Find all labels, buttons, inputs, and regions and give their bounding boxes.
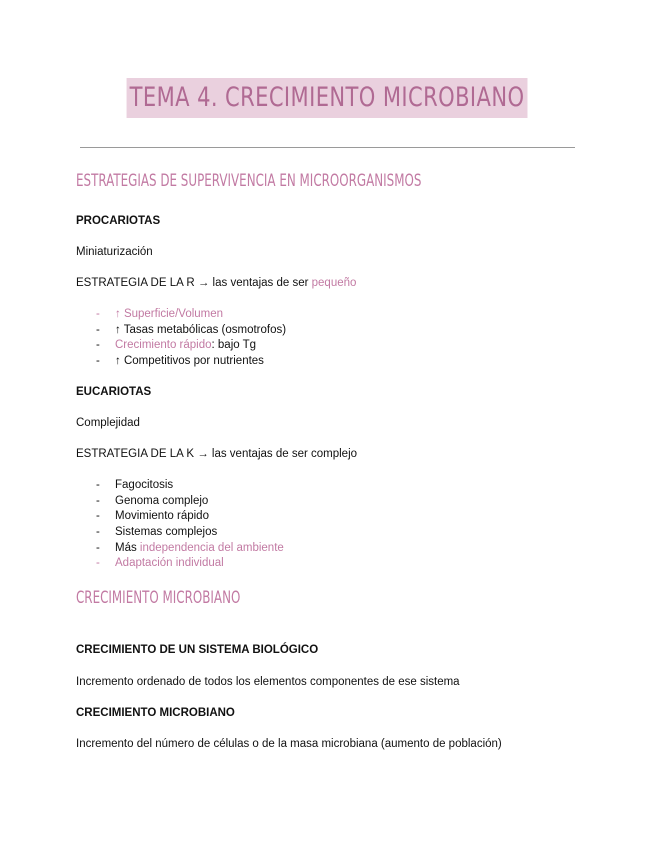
document-title: TEMA 4. CRECIMIENTO MICROBIANO — [127, 78, 528, 118]
list-item-text: ↑ Superficie/Volumen — [115, 308, 224, 320]
list-dash: - — [96, 308, 100, 320]
text-miniaturizacion: Miniaturización — [76, 246, 153, 258]
list-item — [96, 525, 217, 539]
strategy-r-text: ESTRATEGIA DE LA R → las ventajas de ser — [76, 277, 312, 289]
list-item — [96, 338, 256, 352]
list-item-highlight: Adaptación individual — [115, 557, 224, 569]
list-item-text: Fagocitosis — [115, 479, 174, 491]
title-wrapper — [0, 78, 655, 118]
list-item-text: ↑ Tasas metabólicas (osmotrofos) — [115, 324, 287, 336]
list-item-highlight: Crecimiento rápido — [115, 339, 212, 351]
heading-procariotas: PROCARIOTAS — [76, 215, 161, 227]
list-item-highlight: independencia del ambiente — [139, 542, 284, 554]
list-item-text: Más — [115, 542, 140, 554]
list-item-text: Movimiento rápido — [115, 510, 209, 522]
list-dash: - — [96, 495, 100, 507]
list-dash: - — [96, 542, 100, 554]
list-item — [96, 323, 286, 337]
list-item — [96, 509, 209, 523]
list-item-text: : bajo Tg — [211, 339, 257, 351]
text-crecimiento-sistema: Incremento ordenado de todos los elementos componentes de ese sistema — [76, 676, 460, 688]
list-dash: - — [96, 510, 100, 522]
list-item-text: ↑ Competitivos por nutrientes — [115, 355, 264, 367]
list-dash: - — [96, 339, 100, 351]
text-crecimiento-microbiano: Incremento del número de células o de la masa microbiana (aumento de población) — [76, 738, 502, 750]
heading-crecimiento-sistema: CRECIMIENTO DE UN SISTEMA BIOLÓGICO — [76, 644, 319, 656]
list-item-text: Sistemas complejos — [115, 526, 218, 538]
list-item-text: Genoma complejo — [115, 495, 209, 507]
list-item — [96, 478, 173, 492]
list-dash: - — [96, 324, 100, 336]
strategy-r-line — [76, 276, 356, 290]
heading-eucariotas: EUCARIOTAS — [76, 386, 152, 398]
strategy-k-line: ESTRATEGIA DE LA K → las ventajas de ser complejo — [76, 448, 358, 460]
text-complejidad: Complejidad — [76, 417, 140, 429]
list-item — [96, 541, 284, 555]
list-dash: - — [96, 526, 100, 538]
section-heading-estrategias: ESTRATEGIAS DE SUPERVIVENCIA EN MICROORGANISMOS — [76, 171, 422, 191]
list-dash: - — [96, 355, 100, 367]
list-item — [96, 494, 208, 508]
list-item — [96, 354, 264, 368]
list-item — [96, 307, 223, 321]
list-dash: - — [96, 557, 100, 569]
list-item — [96, 556, 224, 570]
strategy-r-highlight: pequeño — [311, 277, 357, 289]
heading-crecimiento-microbiano: CRECIMIENTO MICROBIANO — [76, 707, 235, 719]
section-heading-crecimiento: CRECIMIENTO MICROBIANO — [76, 588, 241, 608]
list-dash: - — [96, 479, 100, 491]
horizontal-rule — [80, 147, 575, 148]
